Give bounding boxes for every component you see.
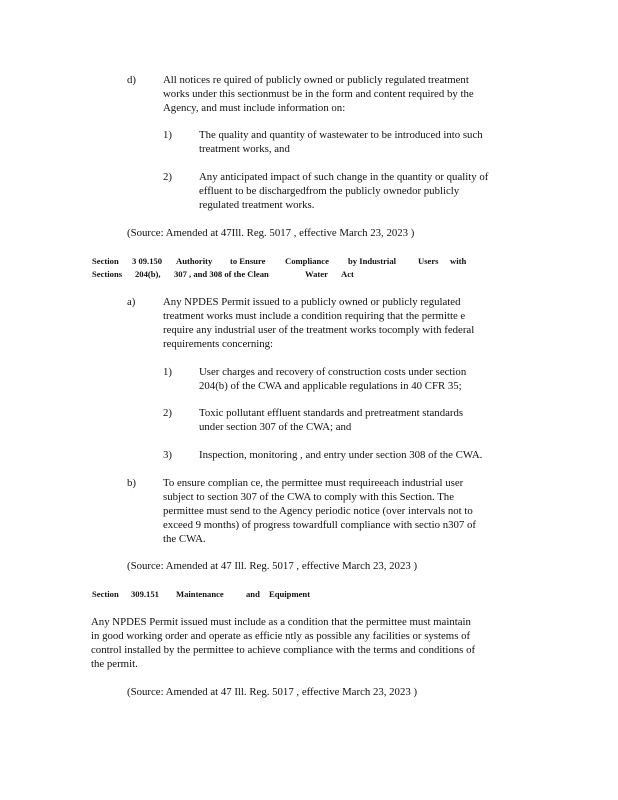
item-a-2-line: Toxic pollutant effluent standards and pretreatment standards <box>199 407 464 419</box>
item-d-2-label: 2) <box>163 171 172 183</box>
paragraph-line: the permit. <box>91 658 138 670</box>
item-a-line: Any NPDES Permit issued to a publicly owned or publicly regulated <box>163 296 461 308</box>
heading-word: and <box>246 589 260 599</box>
item-a-1-line: User charges and recovery of construction costs under section <box>199 366 467 378</box>
heading-word: Users <box>418 256 439 266</box>
item-d-1-line: The quality and quantity of wastewater to be introduced into such <box>199 129 483 141</box>
item-d-2-line: regulated treatment works. <box>199 199 315 211</box>
item-b-line: permittee must send to the Agency periodic notice (over intervals not to <box>163 505 473 517</box>
heading-word: Water <box>305 269 328 279</box>
item-b-line: the CWA. <box>163 533 206 545</box>
heading-word: Sections <box>92 269 123 279</box>
heading-word: 204(b), <box>135 269 161 279</box>
item-a-line: require any industrial user of the treatment works tocomply with federal <box>163 324 475 336</box>
heading-word: to Ensure <box>230 256 266 266</box>
source-citation: (Source: Amended at 47 Ill. Reg. 5017 , effective March 23, 2023 ) <box>127 686 418 698</box>
item-d-label: d) <box>127 74 136 86</box>
item-a-2-line: under section 307 of the CWA; and <box>199 421 352 433</box>
item-d-1-line: treatment works, and <box>199 143 290 155</box>
item-a-1-line: 204(b) of the CWA and applicable regulations in 40 CFR 35; <box>199 380 462 392</box>
heading-word: by Industrial <box>348 256 396 266</box>
heading-word: Authority <box>176 256 213 266</box>
section-word: Section <box>92 589 119 599</box>
item-d-2-line: Any anticipated impact of such change in the quantity or quality of <box>199 171 489 183</box>
paragraph-line: in good working order and operate as efficie ntly as possible any facilities or systems of <box>91 630 471 642</box>
item-b-line: exceed 9 months) of progress towardfull compliance with sectio n307 of <box>163 519 477 531</box>
section-number: 3 09.150 <box>132 256 163 266</box>
heading-word: Equipment <box>269 589 311 599</box>
item-d-2-line: effluent to be dischargedfrom the publicly ownedor publicly <box>199 185 460 197</box>
item-b-line: To ensure complian ce, the permittee must requireeach industrial user <box>163 477 464 489</box>
paragraph-line: Any NPDES Permit issued must include as a condition that the permittee must maintain <box>91 616 471 628</box>
item-a-2-label: 2) <box>163 407 172 419</box>
item-a-line: requirements concerning: <box>163 338 274 350</box>
heading-word: 307 , and 308 of the Clean <box>174 269 269 279</box>
section-word: Section <box>92 256 119 266</box>
item-a-3-line: Inspection, monitoring , and entry under section 308 of the CWA. <box>199 449 483 461</box>
heading-word: Maintenance <box>176 589 224 599</box>
item-d-line: works under this sectionmust be in the form and content required by the <box>163 88 474 100</box>
paragraph-line: control installed by the permittee to achieve compliance with the terms and conditions of <box>91 644 476 656</box>
item-a-label: a) <box>127 296 136 308</box>
section-number: 309.151 <box>131 589 159 599</box>
heading-word: Compliance <box>285 256 329 266</box>
source-citation: (Source: Amended at 47Ill. Reg. 5017 , effective March 23, 2023 ) <box>127 227 415 239</box>
source-citation: (Source: Amended at 47 Ill. Reg. 5017 , effective March 23, 2023 ) <box>127 560 418 572</box>
item-b-line: subject to section 307 of the CWA to comply with this Section. The <box>163 491 454 503</box>
item-d-line: All notices re quired of publicly owned or publicly regulated treatment <box>163 74 469 86</box>
item-a-1-label: 1) <box>163 366 172 378</box>
item-b-label: b) <box>127 477 136 489</box>
item-a-3-label: 3) <box>163 449 172 461</box>
item-d-1-label: 1) <box>163 129 172 141</box>
heading-word: with <box>450 256 467 266</box>
item-a-line: treatment works must include a condition requiring that the permitte e <box>163 310 466 322</box>
item-d-line: Agency, and must include information on: <box>163 102 346 114</box>
heading-word: Act <box>341 269 354 279</box>
